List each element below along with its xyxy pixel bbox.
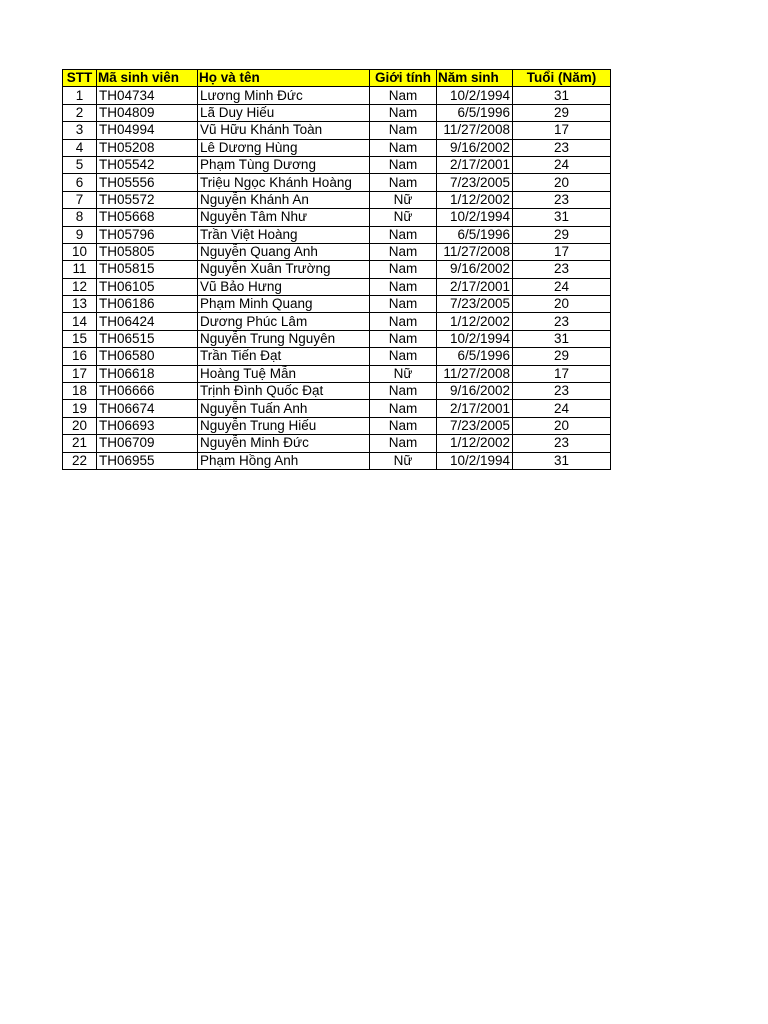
cell-gender: Nam: [370, 104, 437, 121]
table-row: [63, 209, 611, 226]
cell-gender: Nam: [370, 417, 437, 434]
cell-age: 20: [513, 174, 611, 191]
cell-full-name: Triệu Ngọc Khánh Hoàng: [198, 174, 370, 191]
cell-full-name: Phạm Minh Quang: [198, 296, 370, 313]
cell-full-name: Vũ Bảo Hưng: [198, 278, 370, 295]
cell-stt: 20: [63, 417, 97, 434]
table-row: [63, 174, 611, 191]
table-row: [63, 139, 611, 156]
cell-stt: 21: [63, 435, 97, 452]
cell-full-name: Phạm Tùng Dương: [198, 156, 370, 173]
cell-birth-date: 9/16/2002: [437, 383, 513, 400]
cell-birth-date: 10/2/1994: [437, 330, 513, 347]
cell-gender: Nữ: [370, 191, 437, 208]
cell-birth-date: 7/23/2005: [437, 174, 513, 191]
cell-gender: Nữ: [370, 209, 437, 226]
cell-stt: 22: [63, 452, 97, 469]
cell-birth-date: 9/16/2002: [437, 261, 513, 278]
table-row: [63, 330, 611, 347]
cell-stt: 12: [63, 278, 97, 295]
cell-age: 24: [513, 400, 611, 417]
cell-birth-date: 1/12/2002: [437, 435, 513, 452]
cell-stt: 10: [63, 243, 97, 260]
table-row: [63, 417, 611, 434]
cell-birth-date: 7/23/2005: [437, 417, 513, 434]
cell-gender: Nam: [370, 87, 437, 104]
header-student-id: Mã sinh viên: [97, 70, 198, 87]
cell-stt: 2: [63, 104, 97, 121]
table-row: [63, 243, 611, 260]
cell-birth-date: 6/5/1996: [437, 348, 513, 365]
cell-stt: 9: [63, 226, 97, 243]
cell-age: 24: [513, 156, 611, 173]
cell-student-id: TH06580: [97, 348, 198, 365]
header-birth-date: Năm sinh: [437, 70, 513, 87]
cell-full-name: Nguyễn Quang Anh: [198, 243, 370, 260]
cell-age: 23: [513, 261, 611, 278]
cell-full-name: Dương Phúc Lâm: [198, 313, 370, 330]
cell-stt: 5: [63, 156, 97, 173]
table-row: [63, 191, 611, 208]
cell-birth-date: 6/5/1996: [437, 226, 513, 243]
cell-student-id: TH04734: [97, 87, 198, 104]
cell-stt: 15: [63, 330, 97, 347]
cell-stt: 16: [63, 348, 97, 365]
cell-stt: 6: [63, 174, 97, 191]
cell-age: 31: [513, 330, 611, 347]
cell-full-name: Nguyễn Khánh An: [198, 191, 370, 208]
table-row: [63, 156, 611, 173]
cell-birth-date: 7/23/2005: [437, 296, 513, 313]
cell-full-name: Nguyễn Trung Nguyên: [198, 330, 370, 347]
cell-birth-date: 2/17/2001: [437, 400, 513, 417]
cell-student-id: TH05668: [97, 209, 198, 226]
table-row: [63, 104, 611, 121]
cell-student-id: TH06424: [97, 313, 198, 330]
cell-age: 20: [513, 296, 611, 313]
table-row: [63, 452, 611, 469]
cell-student-id: TH06618: [97, 365, 198, 382]
cell-age: 17: [513, 122, 611, 139]
cell-gender: Nam: [370, 383, 437, 400]
table-row: [63, 348, 611, 365]
table-row: [63, 400, 611, 417]
cell-gender: Nam: [370, 330, 437, 347]
cell-gender: Nam: [370, 122, 437, 139]
cell-stt: 1: [63, 87, 97, 104]
cell-stt: 3: [63, 122, 97, 139]
cell-gender: Nam: [370, 278, 437, 295]
cell-student-id: TH06674: [97, 400, 198, 417]
cell-age: 31: [513, 87, 611, 104]
cell-gender: Nam: [370, 313, 437, 330]
cell-gender: Nam: [370, 296, 437, 313]
cell-age: 24: [513, 278, 611, 295]
table-row: [63, 435, 611, 452]
cell-birth-date: 1/12/2002: [437, 191, 513, 208]
cell-age: 29: [513, 104, 611, 121]
table-row: [63, 278, 611, 295]
cell-birth-date: 6/5/1996: [437, 104, 513, 121]
cell-birth-date: 10/2/1994: [437, 87, 513, 104]
cell-full-name: Vũ Hữu Khánh Toàn: [198, 122, 370, 139]
cell-stt: 19: [63, 400, 97, 417]
cell-birth-date: 11/27/2008: [437, 365, 513, 382]
cell-student-id: TH05815: [97, 261, 198, 278]
cell-stt: 18: [63, 383, 97, 400]
cell-gender: Nam: [370, 435, 437, 452]
cell-gender: Nam: [370, 156, 437, 173]
cell-gender: Nam: [370, 226, 437, 243]
cell-age: 23: [513, 383, 611, 400]
cell-student-id: TH05805: [97, 243, 198, 260]
cell-gender: Nữ: [370, 365, 437, 382]
cell-student-id: TH05542: [97, 156, 198, 173]
cell-birth-date: 1/12/2002: [437, 313, 513, 330]
header-full-name: Họ và tên: [198, 70, 370, 87]
cell-age: 29: [513, 226, 611, 243]
cell-full-name: Trịnh Đình Quốc Đạt: [198, 383, 370, 400]
cell-stt: 13: [63, 296, 97, 313]
cell-full-name: Nguyễn Xuân Trường: [198, 261, 370, 278]
cell-student-id: TH05572: [97, 191, 198, 208]
cell-student-id: TH05796: [97, 226, 198, 243]
cell-full-name: Trần Tiến Đạt: [198, 348, 370, 365]
cell-birth-date: 11/27/2008: [437, 243, 513, 260]
cell-age: 17: [513, 365, 611, 382]
cell-birth-date: 10/2/1994: [437, 209, 513, 226]
table-row: [63, 122, 611, 139]
cell-age: 23: [513, 313, 611, 330]
cell-student-id: TH05208: [97, 139, 198, 156]
cell-gender: Nam: [370, 348, 437, 365]
cell-age: 31: [513, 452, 611, 469]
cell-stt: 11: [63, 261, 97, 278]
cell-birth-date: 10/2/1994: [437, 452, 513, 469]
cell-full-name: Nguyễn Tâm Như: [198, 209, 370, 226]
header-row: [63, 70, 611, 87]
cell-stt: 7: [63, 191, 97, 208]
cell-gender: Nam: [370, 261, 437, 278]
cell-full-name: Phạm Hồng Anh: [198, 452, 370, 469]
cell-student-id: TH04809: [97, 104, 198, 121]
cell-birth-date: 2/17/2001: [437, 278, 513, 295]
cell-full-name: Nguyễn Trung Hiếu: [198, 417, 370, 434]
table-body: [63, 87, 611, 470]
cell-full-name: Lương Minh Đức: [198, 87, 370, 104]
cell-student-id: TH05556: [97, 174, 198, 191]
cell-stt: 14: [63, 313, 97, 330]
table-row: [63, 365, 611, 382]
cell-student-id: TH06693: [97, 417, 198, 434]
cell-stt: 8: [63, 209, 97, 226]
table-row: [63, 383, 611, 400]
cell-full-name: Trần Việt Hoàng: [198, 226, 370, 243]
cell-age: 31: [513, 209, 611, 226]
cell-gender: Nam: [370, 243, 437, 260]
table-row: [63, 296, 611, 313]
cell-student-id: TH06709: [97, 435, 198, 452]
header-gender: Giới tính: [370, 70, 437, 87]
cell-gender: Nữ: [370, 452, 437, 469]
cell-full-name: Lê Dương Hùng: [198, 139, 370, 156]
cell-full-name: Lã Duy Hiếu: [198, 104, 370, 121]
cell-student-id: TH06186: [97, 296, 198, 313]
table-row: [63, 226, 611, 243]
cell-age: 23: [513, 139, 611, 156]
cell-student-id: TH06955: [97, 452, 198, 469]
cell-student-id: TH06105: [97, 278, 198, 295]
cell-age: 29: [513, 348, 611, 365]
cell-age: 23: [513, 435, 611, 452]
cell-full-name: Hoàng Tuệ Mẫn: [198, 365, 370, 382]
cell-gender: Nam: [370, 400, 437, 417]
cell-full-name: Nguyễn Tuấn Anh: [198, 400, 370, 417]
cell-gender: Nam: [370, 139, 437, 156]
header-stt: STT: [63, 70, 97, 87]
student-table: [62, 69, 611, 470]
header-age: Tuổi (Năm): [513, 70, 611, 87]
cell-full-name: Nguyễn Minh Đức: [198, 435, 370, 452]
cell-age: 23: [513, 191, 611, 208]
cell-age: 20: [513, 417, 611, 434]
cell-stt: 4: [63, 139, 97, 156]
cell-age: 17: [513, 243, 611, 260]
table-row: [63, 261, 611, 278]
table-row: [63, 313, 611, 330]
cell-birth-date: 11/27/2008: [437, 122, 513, 139]
cell-birth-date: 9/16/2002: [437, 139, 513, 156]
cell-stt: 17: [63, 365, 97, 382]
cell-student-id: TH06666: [97, 383, 198, 400]
cell-gender: Nam: [370, 174, 437, 191]
cell-birth-date: 2/17/2001: [437, 156, 513, 173]
cell-student-id: TH04994: [97, 122, 198, 139]
cell-student-id: TH06515: [97, 330, 198, 347]
table-row: [63, 87, 611, 104]
